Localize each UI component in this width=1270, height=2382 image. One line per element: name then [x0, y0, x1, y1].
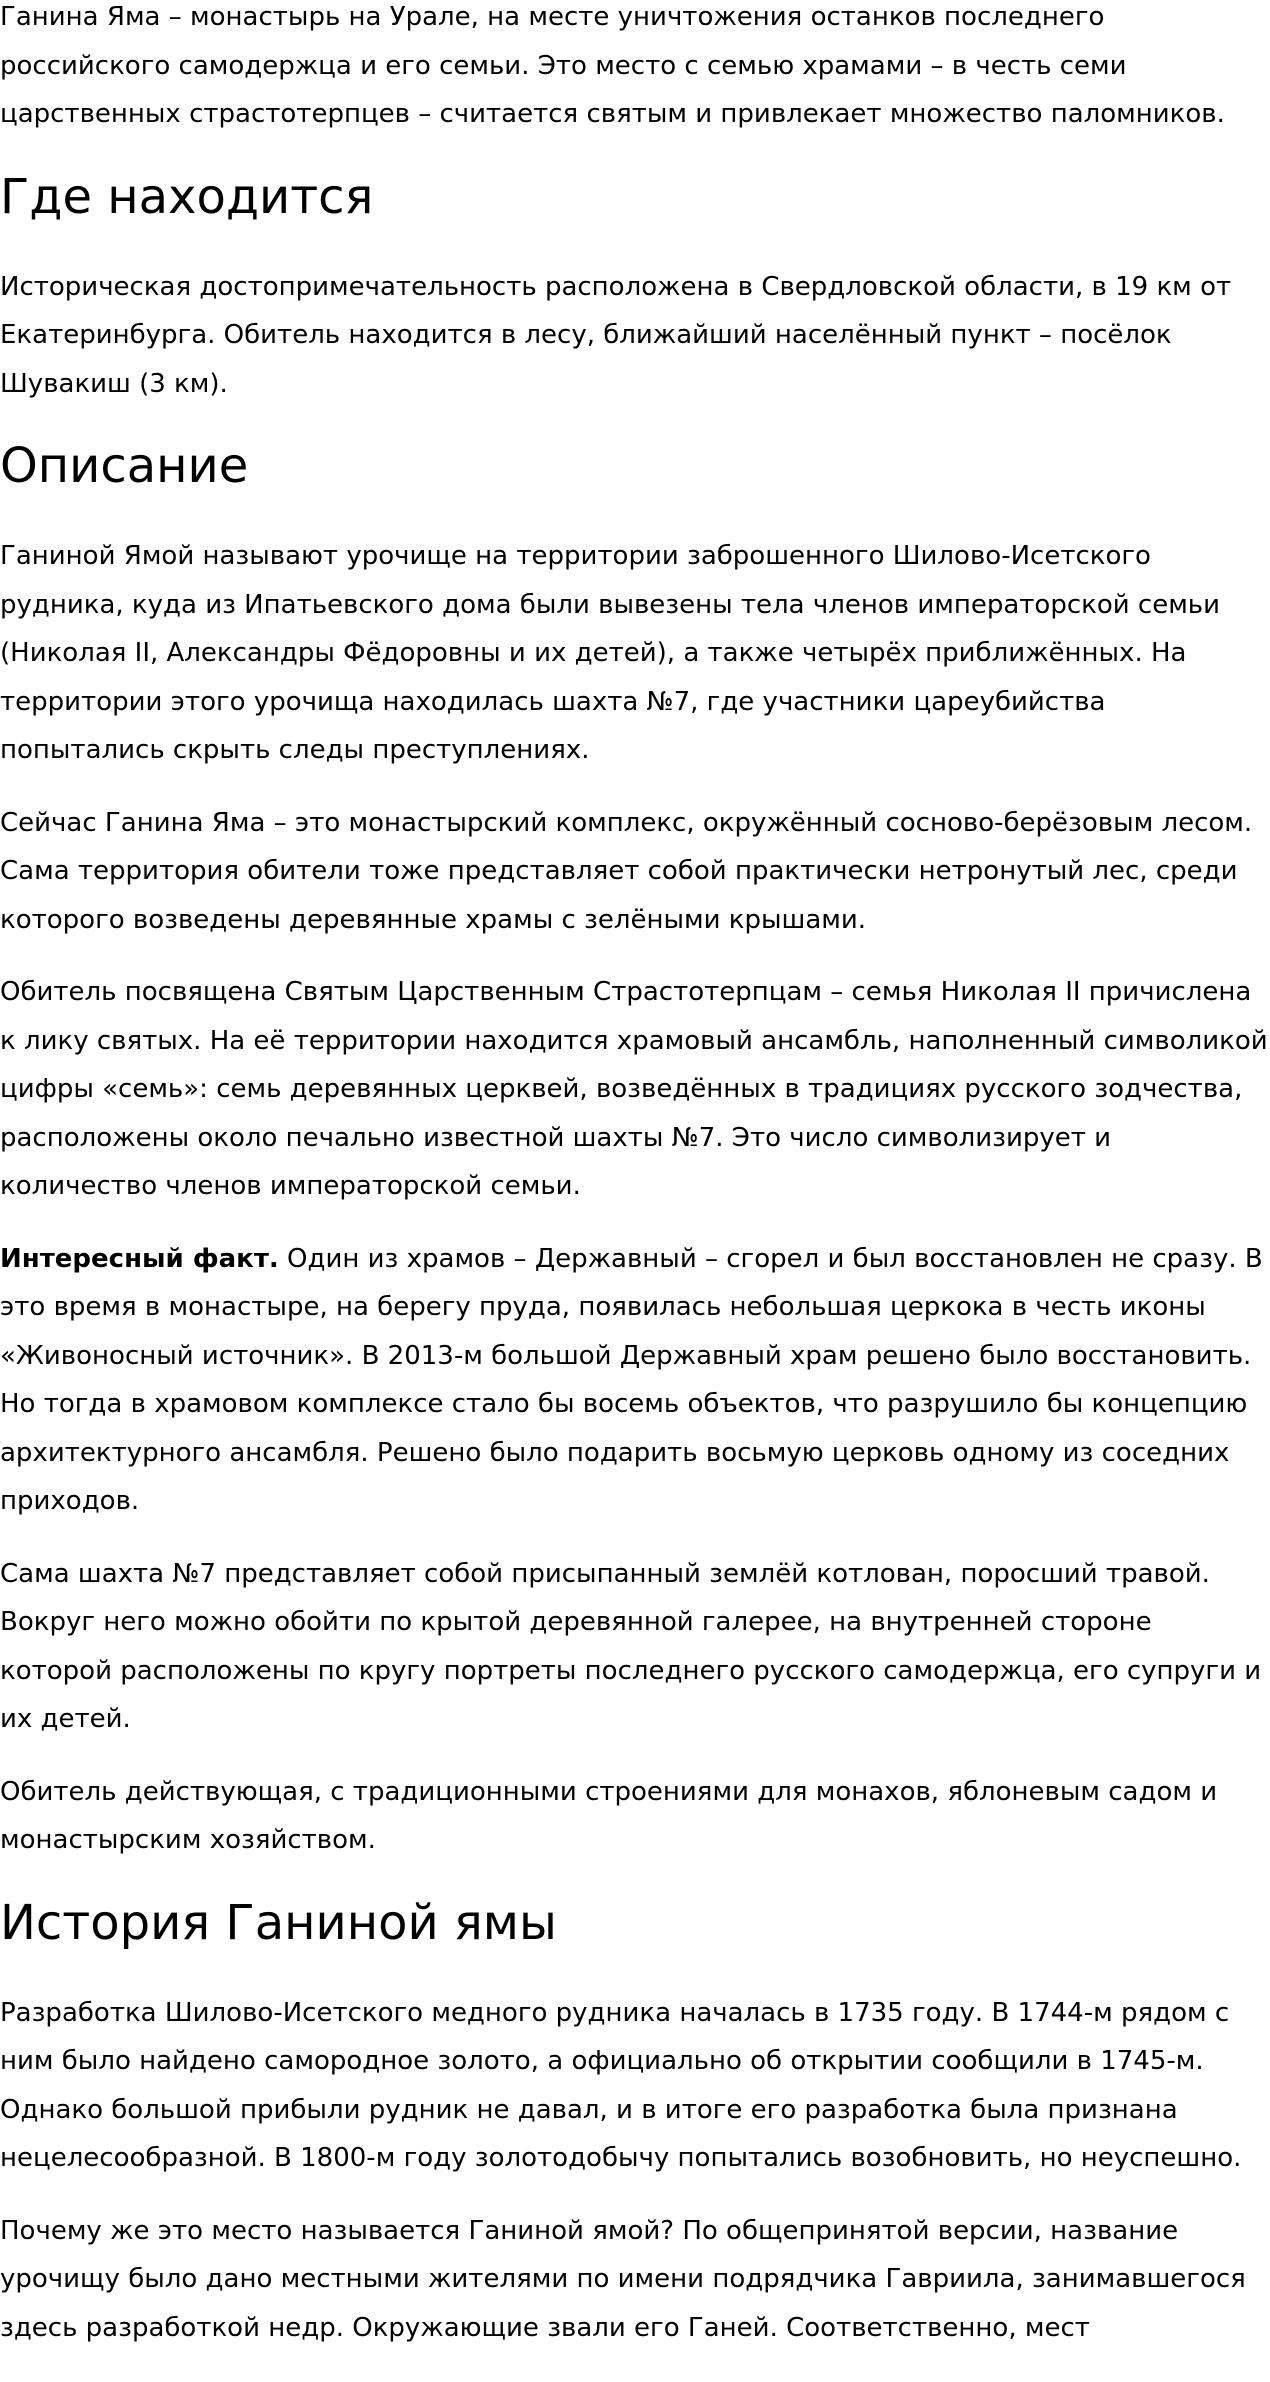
heading-location: Где находится	[0, 168, 374, 225]
description-paragraph-3: Обитель посвящена Святым Царственным Страстотерпцам – семья Николая II причислена к лику святых. На её территории находится храмовый ансамбль, наполненный символикой цифры «семь»: семь деревянных церквей, возведённых в традициях русского зодчества, расположены около печально известной шахты №7. Это число символизирует и количество членов императорской семьи.	[0, 977, 1268, 1201]
interesting-fact-label: Интересный факт.	[0, 1243, 279, 1274]
description-paragraph-4: Сама шахта №7 представляет собой присыпанный землёй котлован, поросший травой. Вокруг него можно обойти по крытой деревянной галерее, на внутренней стороне которой расположены по кругу портреты последнего русского самодержца, его супруги и их детей.	[0, 1558, 1262, 1734]
description-paragraph-5: Обитель действующая, с традиционными строениями для монахов, яблоневым садом и монастырским хозяйством.	[0, 1776, 1218, 1855]
location-paragraph: Историческая достопримечательность расположена в Свердловской области, в 19 км от Екатеринбурга. Обитель находится в лесу, ближайший населённый пункт – посёлок Шувакиш (3 км).	[0, 271, 1232, 399]
description-paragraph-1: Ганиной Ямой называют урочище на территории заброшенного Шилово-Исетского рудника, куда из Ипатьевского дома были вывезены тела членов императорской семьи (Николая II, Александры Фёдоровны и их детей), а также четырёх приближённых. На территории этого урочища находилась шахта №7, где участники цареубийства попытались скрыть следы преступлениях.	[0, 541, 1221, 765]
history-paragraph-1: Разработка Шилово-Исетского медного рудника началась в 1735 году. В 1744-м рядом с ним было найдено самородное золото, а официально об открытии сообщили в 1745-м. Однако большой прибыли рудник не давал, и в итоге его разработка была признана нецелесообразной. В 1800-м году золотодобычу попытались возобновить, но неуспешно.	[0, 1997, 1242, 2173]
history-paragraph-2: Почему же это место называется Ганиной ямой? По общепринятой версии, название урочищу было дано местными жителями по имени подрядчика Гавриила, занимавшегося здесь разработкой недр. Окружающие звали его Ганей. Соответственно, мест	[0, 2215, 1246, 2343]
heading-description: Описание	[0, 438, 249, 494]
description-paragraph-2: Сейчас Ганина Яма – это монастырский комплекс, окружённый сосново-берёзовым лесом. Сама территория обители тоже представляет собой практически нетронутый лес, среди которого возведены деревянные храмы с зелёными крышами.	[0, 807, 1253, 935]
intro-paragraph: Ганина Яма – монастырь на Урале, на месте уничтожения останков последнего российского самодержца и его семьи. Это место с семью храмами – в честь семи царственных страстотерпцев – считается святым и привлекает множество паломников.	[0, 2, 1225, 129]
heading-history: История Ганиной ямы	[0, 1894, 557, 1951]
interesting-fact-text: Один из храмов – Державный – сгорел и был восстановлен не сразу. В это время в монастыре, на берегу пруда, появилась небольшая церкока в честь иконы «Живоносный источник». В 2013-м большой Державный храм решено было восстановить. Но тогда в храмовом комплексе стало бы восемь объектов, что разрушило бы концепцию архитектурного ансамбля. Решено было подарить восьмую церковь одному из соседних приходов.	[0, 1243, 1263, 1516]
interesting-fact-paragraph	[0, 1235, 1270, 1526]
